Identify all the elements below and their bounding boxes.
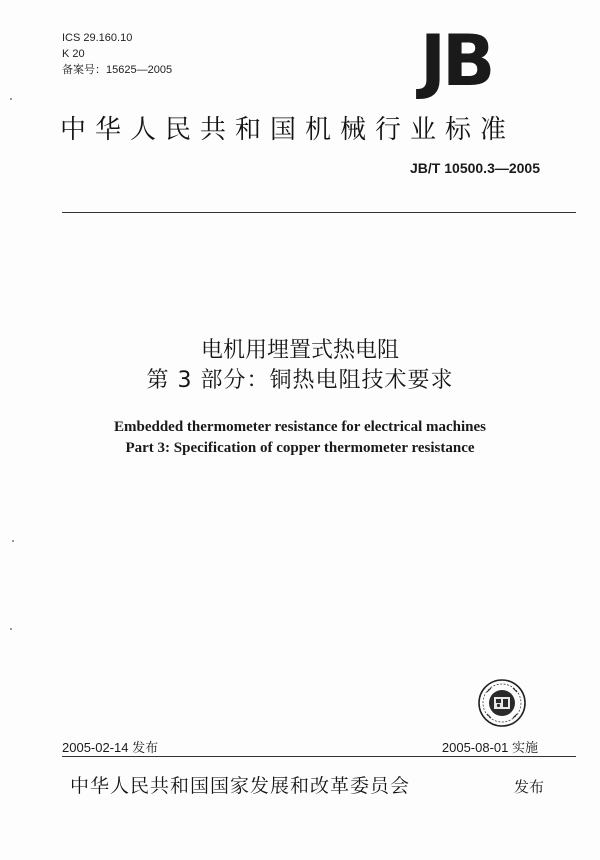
record-number: 备案号：15625—2005 <box>62 64 173 76</box>
scan-speck <box>12 540 14 542</box>
classification-block <box>62 30 172 78</box>
issuer-suffix: 发布 <box>514 778 545 796</box>
implementation-date: 2005-08-01 实施 <box>441 740 538 755</box>
issue-date: 2005-02-14 发布 <box>62 740 159 755</box>
top-divider <box>62 212 576 213</box>
jb-logo: JB <box>420 20 492 102</box>
ics-code: ICS 29.160.10 <box>62 32 133 44</box>
standard-number: JB/T 10500.3—2005 <box>410 160 540 176</box>
industry-standard-title: 中华人民共和国机械行业标准 <box>60 115 516 145</box>
scan-speck <box>10 98 12 100</box>
issuing-authority: 中华人民共和国国家发展和改革委员会 <box>70 775 411 797</box>
chinese-title-line-2: 第 3 部分：铜热电阻技术要求 <box>146 368 454 393</box>
english-title-line-2: Part 3: Specification of copper thermometer resistance <box>125 440 475 456</box>
english-title-line-1: Embedded thermometer resistance for electrical machines <box>114 419 486 435</box>
class-code: K 20 <box>62 48 85 60</box>
official-seal-icon <box>477 678 527 728</box>
scan-speck <box>10 628 12 630</box>
bottom-divider <box>62 756 576 757</box>
chinese-title-line-1: 电机用埋置式热电阻 <box>200 338 399 363</box>
